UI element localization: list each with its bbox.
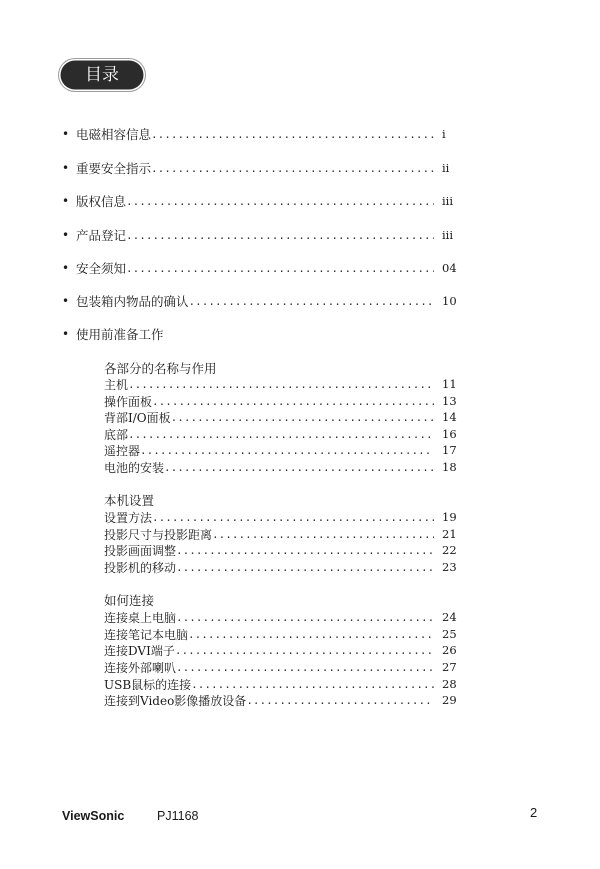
toc-entry[interactable] [62,292,482,310]
dot-leader [151,128,434,141]
bullet-icon: • [62,127,70,141]
toc-subentry-label: 投影机的移动 [104,560,177,575]
toc-subentry-label: 连接笔记本电脑 [104,627,189,642]
dot-leader [128,428,434,441]
toc-subentry-page: 13 [442,394,457,409]
toc-entry-page: i [442,127,446,141]
dot-leader [152,395,434,408]
toc-entry-page: ii [442,161,450,175]
toc-subentry[interactable] [104,426,482,443]
dot-leader [140,444,434,457]
toc-subentry[interactable] [104,459,482,476]
toc-entry-page: iii [442,194,454,208]
toc-subentry[interactable] [104,442,482,459]
dot-leader [152,511,434,524]
toc-entry[interactable] [62,226,482,244]
dot-leader [151,162,434,175]
dot-leader [126,262,434,275]
bullet-icon: • [62,294,70,308]
toc-subentry-page: 29 [442,693,457,708]
toc-subentry[interactable] [104,559,482,576]
toc-subentry-page: 23 [442,560,457,575]
toc-entry-label: 使用前准备工作 [76,327,164,342]
page-title: 目录 [62,62,142,88]
toc-subentry-label: 连接到Video影像播放设备 [104,693,247,708]
toc-entry[interactable] [62,259,482,277]
toc-subentry-page: 14 [442,410,457,425]
toc-subentry-page: 17 [442,443,457,458]
dot-leader [176,561,434,574]
toc-subentry[interactable] [104,692,482,709]
toc-subentry[interactable] [104,642,482,659]
toc-subentry-page: 25 [442,627,457,642]
bullet-icon: • [62,228,70,242]
toc-subentry-page: 19 [442,510,457,525]
dot-leader [176,544,434,557]
toc-subentry-page: 27 [442,660,457,675]
toc-subentry[interactable] [104,626,482,643]
toc-subentry[interactable] [104,409,482,426]
dot-leader [212,528,434,541]
dot-leader [191,678,434,691]
toc-subentry-page: 21 [442,527,457,542]
toc-subentry-page: 16 [442,427,457,442]
dot-leader [176,661,434,674]
toc-subentry-label: USB鼠标的连接 [104,677,192,692]
toc-subentry[interactable] [104,542,482,559]
toc-subentry-label: 设置方法 [104,510,153,525]
toc-subentry-label: 主机 [104,377,129,392]
bullet-icon: • [62,261,70,275]
toc-subentry-label: 底部 [104,427,129,442]
dot-leader [189,295,434,308]
dot-leader [171,411,434,424]
toc-subentry[interactable] [104,659,482,676]
toc-subentry-page: 28 [442,677,457,692]
toc-subentry[interactable] [104,509,482,526]
toc-subentry-label: 投影画面调整 [104,543,177,558]
toc-entry-label: 产品登记 [76,228,127,243]
toc-subentry-page: 11 [442,377,457,392]
section-heading: 本机设置 [104,493,155,508]
dot-leader [188,628,434,641]
bullet-icon: • [62,327,70,341]
toc-subentry[interactable] [104,609,482,626]
toc-subentry-label: 连接桌上电脑 [104,610,177,625]
toc-entry[interactable] [62,325,482,343]
toc-entry-label: 重要安全指示 [76,161,152,176]
toc-entry-page: 10 [442,294,457,308]
toc-entry-label: 电磁相容信息 [76,127,152,142]
toc-entry-label: 版权信息 [76,194,127,209]
toc-entry-page: 04 [442,261,457,275]
dot-leader [126,195,434,208]
toc-subentry-label: 连接外部喇叭 [104,660,177,675]
dot-leader [126,229,434,242]
footer-page-number: 2 [530,805,538,820]
toc-entry-label: 安全须知 [76,261,127,276]
toc-entry-label: 包装箱内物品的确认 [76,294,189,309]
toc-subentry[interactable] [104,393,482,410]
toc-subentry[interactable] [104,526,482,543]
dot-leader [175,644,434,657]
toc-subentry-label: 背部I/O面板 [104,410,171,425]
dot-leader [246,694,434,707]
toc-subentry-label: 连接DVI端子 [104,643,175,658]
toc-entry-page: iii [442,228,454,242]
dot-leader [164,461,434,474]
bullet-icon: • [62,161,70,175]
bullet-icon: • [62,194,70,208]
toc-subentry[interactable] [104,676,482,693]
toc-subentry-page: 18 [442,460,457,475]
toc-entry[interactable] [62,125,482,143]
toc-subentry-page: 26 [442,643,457,658]
section-heading: 各部分的名称与作用 [104,361,217,376]
dot-leader [128,378,434,391]
section-heading: 如何连接 [104,593,155,608]
toc-subentry-label: 电池的安装 [104,460,165,475]
footer-model: PJ1168 [157,809,199,823]
toc-subentry-label: 遥控器 [104,443,141,458]
toc-entry[interactable] [62,192,482,210]
dot-leader [176,611,434,624]
toc-entry[interactable] [62,159,482,177]
toc-subentry-page: 22 [442,543,457,558]
footer-brand: ViewSonic [62,809,125,823]
toc-subentry[interactable] [104,376,482,393]
toc-subentry-label: 投影尺寸与投影距离 [104,527,213,542]
toc-subentry-label: 操作面板 [104,394,153,409]
toc-subentry-page: 24 [442,610,457,625]
